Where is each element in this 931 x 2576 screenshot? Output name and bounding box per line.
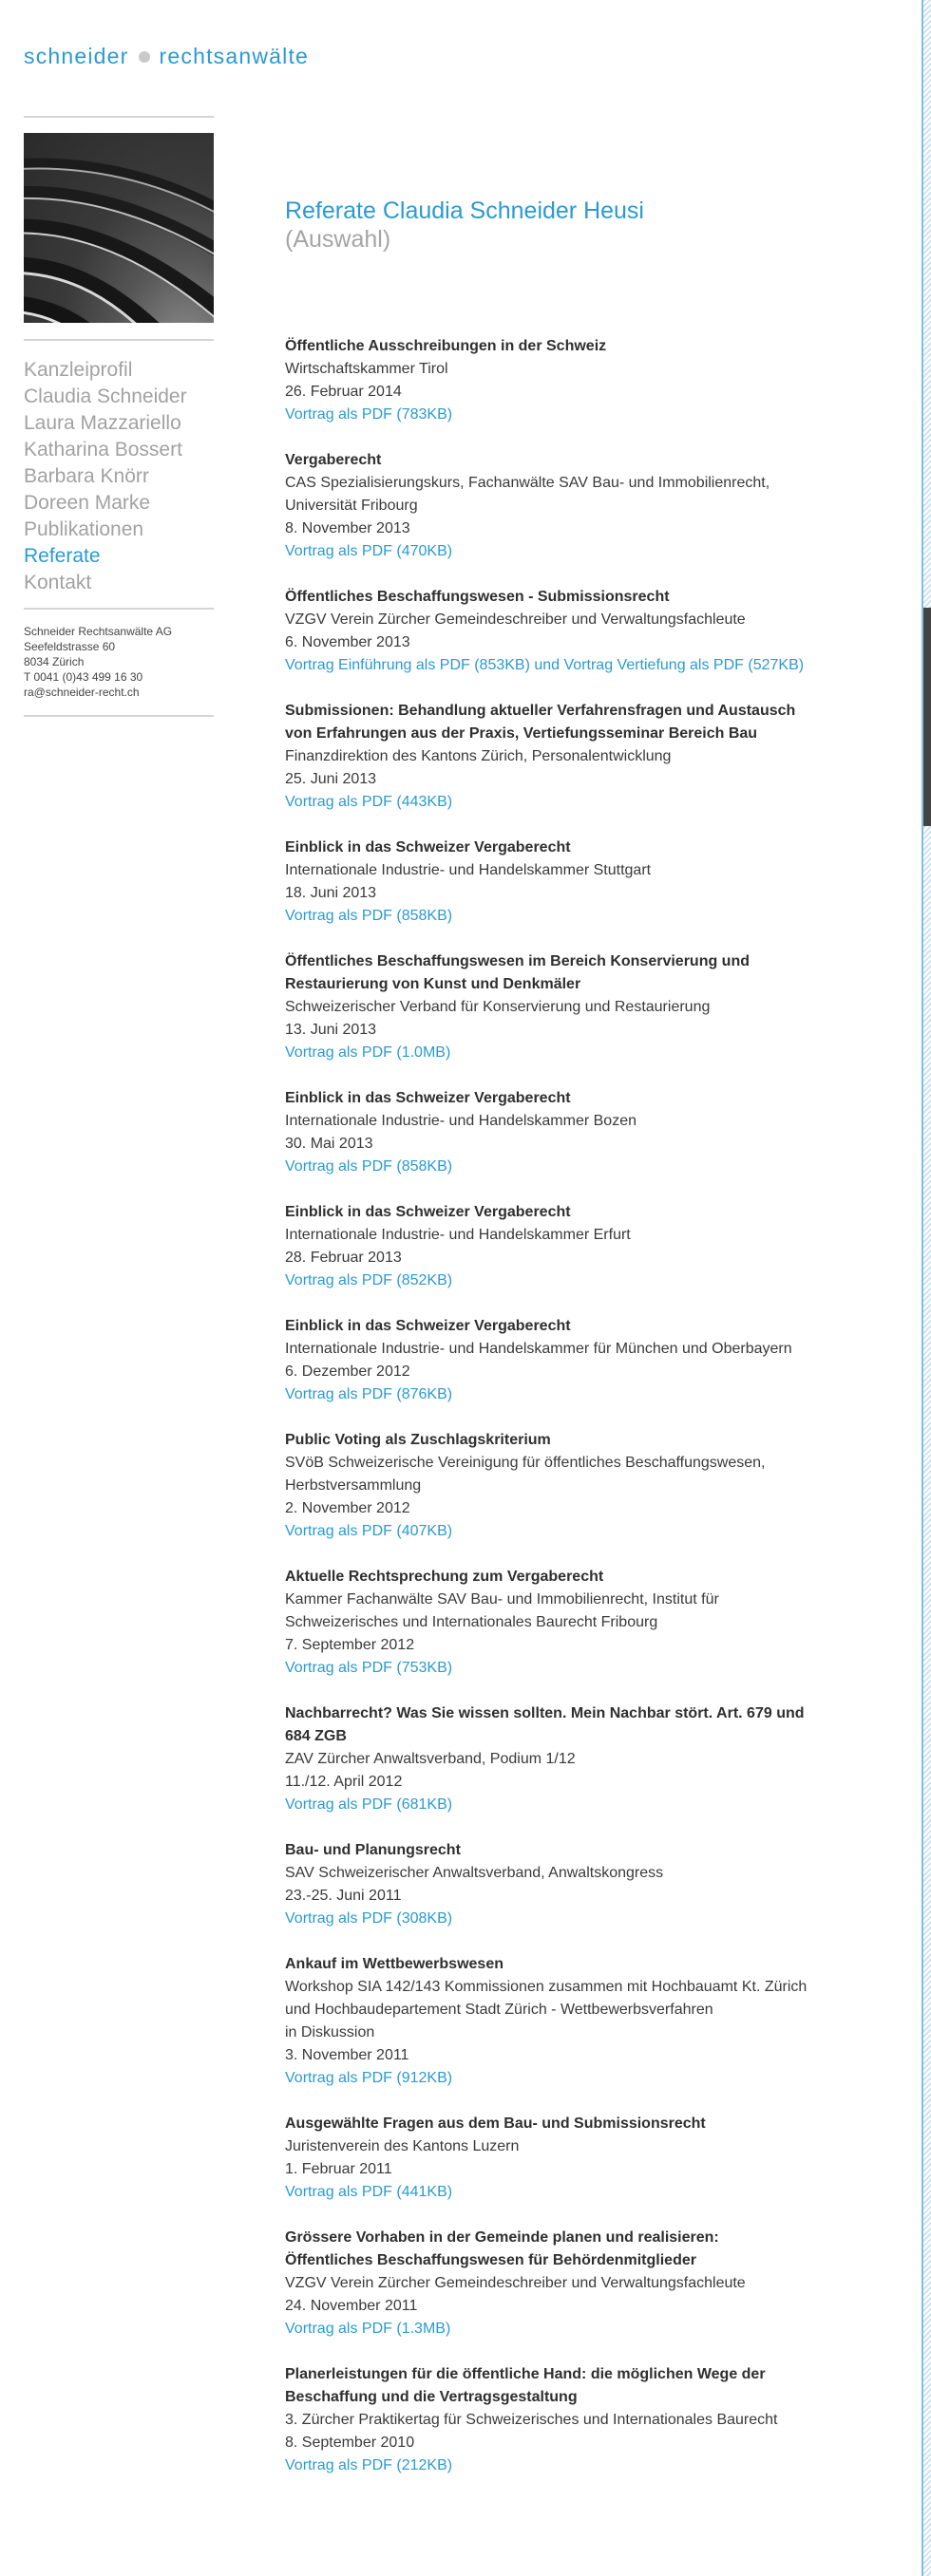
sidebar-divider-top [24,116,214,118]
talk-item [285,1429,874,1543]
talk-title: Öffentliches Beschaffungswesen für Behördenmitglieder [285,2252,696,2268]
talk-title: Einblick in das Schweizer Vergaberecht [285,1204,571,1220]
talk-links [285,404,874,426]
talk-item [285,837,874,928]
talk-links [285,1269,874,1292]
talk-organizer: Workshop SIA 142/143 Kommissionen zusammen mit Hochbauamt Kt. Zürich [285,1979,808,1995]
pdf-download-link[interactable]: Vortrag als PDF (876KB) [285,1386,453,1402]
talk-organizer: Internationale Industrie- und Handelskammer Bozen [285,1113,636,1129]
talk-links [285,1908,874,1930]
talk-organizer: Internationale Industrie- und Handelskammer Stuttgart [285,862,652,878]
talk-links [285,1156,874,1178]
talk-links [285,1794,874,1816]
address-email[interactable]: ra@schneider-recht.ch [24,686,140,699]
nav-item-claudia-schneider[interactable]: Claudia Schneider [24,385,187,407]
talk-title: Submissionen: Behandlung aktueller Verfahrensfragen und Austausch [285,703,796,719]
pdf-download-link[interactable]: Vortrag als PDF (212KB) [285,2457,453,2473]
talk-date: 13. Juni 2013 [285,1022,377,1038]
talk-title: Bau- und Planungsrecht [285,1842,461,1858]
talk-title: Einblick in das Schweizer Vergaberecht [285,1090,571,1106]
talk-title: Einblick in das Schweizer Vergaberecht [285,839,571,856]
talk-item [285,586,874,677]
talk-title: Einblick in das Schweizer Vergaberecht [285,1318,571,1334]
talk-organizer: SVöB Schweizerische Vereinigung für öffentliches Beschaffungswesen, [285,1455,766,1471]
page-title: Referate Claudia Schneider Heusi [285,197,644,224]
talk-title: Beschaffung und die Vertragsgestaltung [285,2389,578,2405]
talk-item [285,335,874,426]
talk-date: 1. Februar 2011 [285,2161,392,2177]
pdf-download-link[interactable]: Vortrag als PDF (308KB) [285,1910,453,1927]
nav-item-kontakt[interactable]: Kontakt [24,572,92,593]
talk-date: 3. November 2011 [285,2047,409,2063]
talk-item [285,1702,874,1816]
talk-title: Öffentliches Beschaffungswesen - Submissionsrecht [285,589,670,605]
talk-organizer: Internationale Industrie- und Handelskammer für München und Oberbayern [285,1341,792,1357]
talk-title: Öffentliches Beschaffungswesen im Bereich Konservierung und [285,953,750,969]
talk-date: 18. Juni 2013 [285,885,377,901]
talk-date: 28. Februar 2013 [285,1250,402,1266]
talk-date: 8. September 2010 [285,2435,415,2451]
talk-date: 11./12. April 2012 [285,1774,403,1790]
talk-title: Grössere Vorhaben in der Gemeinde planen und realisieren: [285,2229,719,2246]
talk-item [285,2363,874,2477]
pdf-download-link[interactable]: Vortrag als PDF (753KB) [285,1660,453,1676]
logo-dot-icon [139,51,150,63]
pdf-download-link[interactable]: Vortrag als PDF (1.0MB) [285,1044,451,1061]
talk-links [285,2454,874,2477]
talk-date: 30. Mai 2013 [285,1136,373,1152]
talk-date: 8. November 2013 [285,520,410,536]
talk-links [285,654,874,677]
pdf-download-link[interactable]: Vortrag als PDF (852KB) [285,1272,453,1288]
pdf-download-link[interactable]: Vortrag Vertiefung als PDF (527KB) [563,657,805,673]
nav-item-katharina-bossert[interactable]: Katharina Bossert [24,439,182,461]
pdf-download-link[interactable]: Vortrag als PDF (470KB) [285,543,453,559]
talk-links [285,2181,874,2204]
talk-title: Ankauf im Wettbewerbswesen [285,1956,504,1972]
talk-links [285,2067,874,2090]
pdf-download-link[interactable]: Vortrag als PDF (1.3MB) [285,2321,451,2337]
talk-date: 24. November 2011 [285,2298,418,2314]
pdf-download-link[interactable]: Vortrag als PDF (858KB) [285,1158,453,1175]
talk-organizer: 3. Zürcher Praktikertag für Schweizerisches und Internationales Baurecht [285,2412,778,2428]
nav-item-publikationen[interactable]: Publikationen [24,518,144,540]
right-edge-scroll-marker [923,608,931,826]
address-city: 8034 Zürich [24,655,85,668]
pdf-download-link[interactable]: Vortrag als PDF (783KB) [285,406,453,423]
nav-item-laura-mazzariello[interactable]: Laura Mazzariello [24,412,181,434]
talk-title: von Erfahrungen aus der Praxis, Vertiefungsseminar Bereich Bau [285,725,758,742]
talk-date: 6. November 2013 [285,634,410,650]
talk-item [285,1839,874,1930]
talk-item [285,1087,874,1178]
talk-links [285,1657,874,1680]
talk-date: 23.-25. Juni 2011 [285,1888,402,1904]
pdf-download-link[interactable]: Vortrag Einführung als PDF (853KB) [285,657,530,673]
talk-links [285,540,874,563]
sidebar-divider-bottom [24,715,214,717]
address-street: Seefeldstrasse 60 [24,640,116,653]
logo-word-schneider: schneider [24,44,129,68]
nav-item-referate[interactable]: Referate [24,545,101,567]
address-phone: T 0041 (0)43 499 16 30 [24,670,143,684]
talk-organizer: Herbstversammlung [285,1477,422,1494]
talk-organizer: Schweizerisches und Internationales Baurecht Fribourg [285,1614,658,1630]
talk-organizer: SAV Schweizerischer Anwaltsverband, Anwaltskongress [285,1865,664,1881]
contact-address [24,624,172,700]
sidebar-divider-photo [24,339,214,341]
talk-title: Planerleistungen für die öffentliche Hand: die möglichen Wege der [285,2366,766,2382]
talk-organizer: und Hochbaudepartement Stadt Zürich - Wettbewerbsverfahren [285,2002,713,2018]
talk-organizer: Internationale Industrie- und Handelskammer Erfurt [285,1227,631,1243]
talk-item [285,1315,874,1406]
talk-links [285,1383,874,1406]
talk-title: Nachbarrecht? Was Sie wissen sollten. Mein Nachbar stört. Art. 679 und [285,1705,805,1721]
talk-item [285,1201,874,1292]
nav-item-barbara-knoerr[interactable]: Barbara Knörr [24,465,149,487]
talk-item [285,449,874,563]
lecture-hall-image [24,133,214,323]
site-logo[interactable] [24,44,309,69]
nav-item-kanzleiprofil[interactable]: Kanzleiprofil [24,359,133,381]
talk-date: 25. Juni 2013 [285,771,377,787]
lecture-hall-photo [24,133,214,323]
talk-item [285,2227,874,2341]
talk-organizer: CAS Spezialisierungskurs, Fachanwälte SAV Bau- und Immobilienrecht, [285,475,770,491]
talk-title: Restaurierung von Kunst und Denkmäler [285,976,581,992]
talk-links [285,791,874,814]
pdf-download-link[interactable]: Vortrag als PDF (858KB) [285,908,453,924]
talk-organizer: Schweizerischer Verband für Konservierung und Restaurierung [285,999,711,1015]
talk-item [285,1953,874,2090]
talk-title: 684 ZGB [285,1728,347,1744]
talk-item [285,700,874,814]
main-navigation [24,357,187,596]
talk-organizer: Kammer Fachanwälte SAV Bau- und Immobilienrecht, Institut für [285,1591,719,1608]
logo-word-rechtsanwaelte: rechtsanwälte [159,44,310,68]
link-joiner: und [529,657,564,673]
talk-title: Public Voting als Zuschlagskriterium [285,1432,551,1448]
talk-title: Öffentliche Ausschreibungen in der Schweiz [285,338,607,354]
talk-date: 7. September 2012 [285,1637,415,1653]
talk-date: 6. Dezember 2012 [285,1363,410,1380]
talk-item [285,950,874,1064]
talk-title: Ausgewählte Fragen aus dem Bau- und Submissionsrecht [285,2115,706,2132]
talk-organizer: VZGV Verein Zürcher Gemeindeschreiber und Verwaltungsfachleute [285,611,746,628]
talk-title: Vergaberecht [285,452,382,468]
talk-organizer: in Diskussion [285,2024,375,2040]
talk-title: Aktuelle Rechtsprechung zum Vergaberecht [285,1569,604,1585]
talk-links [285,1520,874,1543]
talk-links [285,905,874,928]
talk-links [285,1042,874,1064]
talk-organizer: Wirtschaftskammer Tirol [285,361,448,377]
talk-list [285,335,874,2500]
talk-organizer: ZAV Zürcher Anwaltsverband, Podium 1/12 [285,1751,576,1767]
right-edge-border [922,0,931,2576]
talk-organizer: Finanzdirektion des Kantons Zürich, Personalentwicklung [285,748,672,764]
talk-item [285,2113,874,2204]
page-header [285,197,644,254]
nav-item-doreen-marke[interactable]: Doreen Marke [24,492,151,514]
talk-organizer: Juristenverein des Kantons Luzern [285,2138,520,2154]
pdf-download-link[interactable]: Vortrag als PDF (407KB) [285,1523,453,1539]
talk-date: 26. Februar 2014 [285,384,402,400]
sidebar-divider-nav [24,608,214,610]
page-subtitle: (Auswahl) [285,226,391,253]
talk-organizer: VZGV Verein Zürcher Gemeindeschreiber und Verwaltungsfachleute [285,2275,746,2291]
talk-organizer: Universität Fribourg [285,498,418,514]
address-company: Schneider Rechtsanwälte AG [24,625,173,638]
pdf-download-link[interactable]: Vortrag als PDF (441KB) [285,2184,453,2200]
pdf-download-link[interactable]: Vortrag als PDF (681KB) [285,1796,453,1813]
talk-date: 2. November 2012 [285,1500,410,1516]
talk-item [285,1566,874,1680]
pdf-download-link[interactable]: Vortrag als PDF (443KB) [285,794,453,810]
talk-links [285,2318,874,2341]
pdf-download-link[interactable]: Vortrag als PDF (912KB) [285,2070,453,2086]
